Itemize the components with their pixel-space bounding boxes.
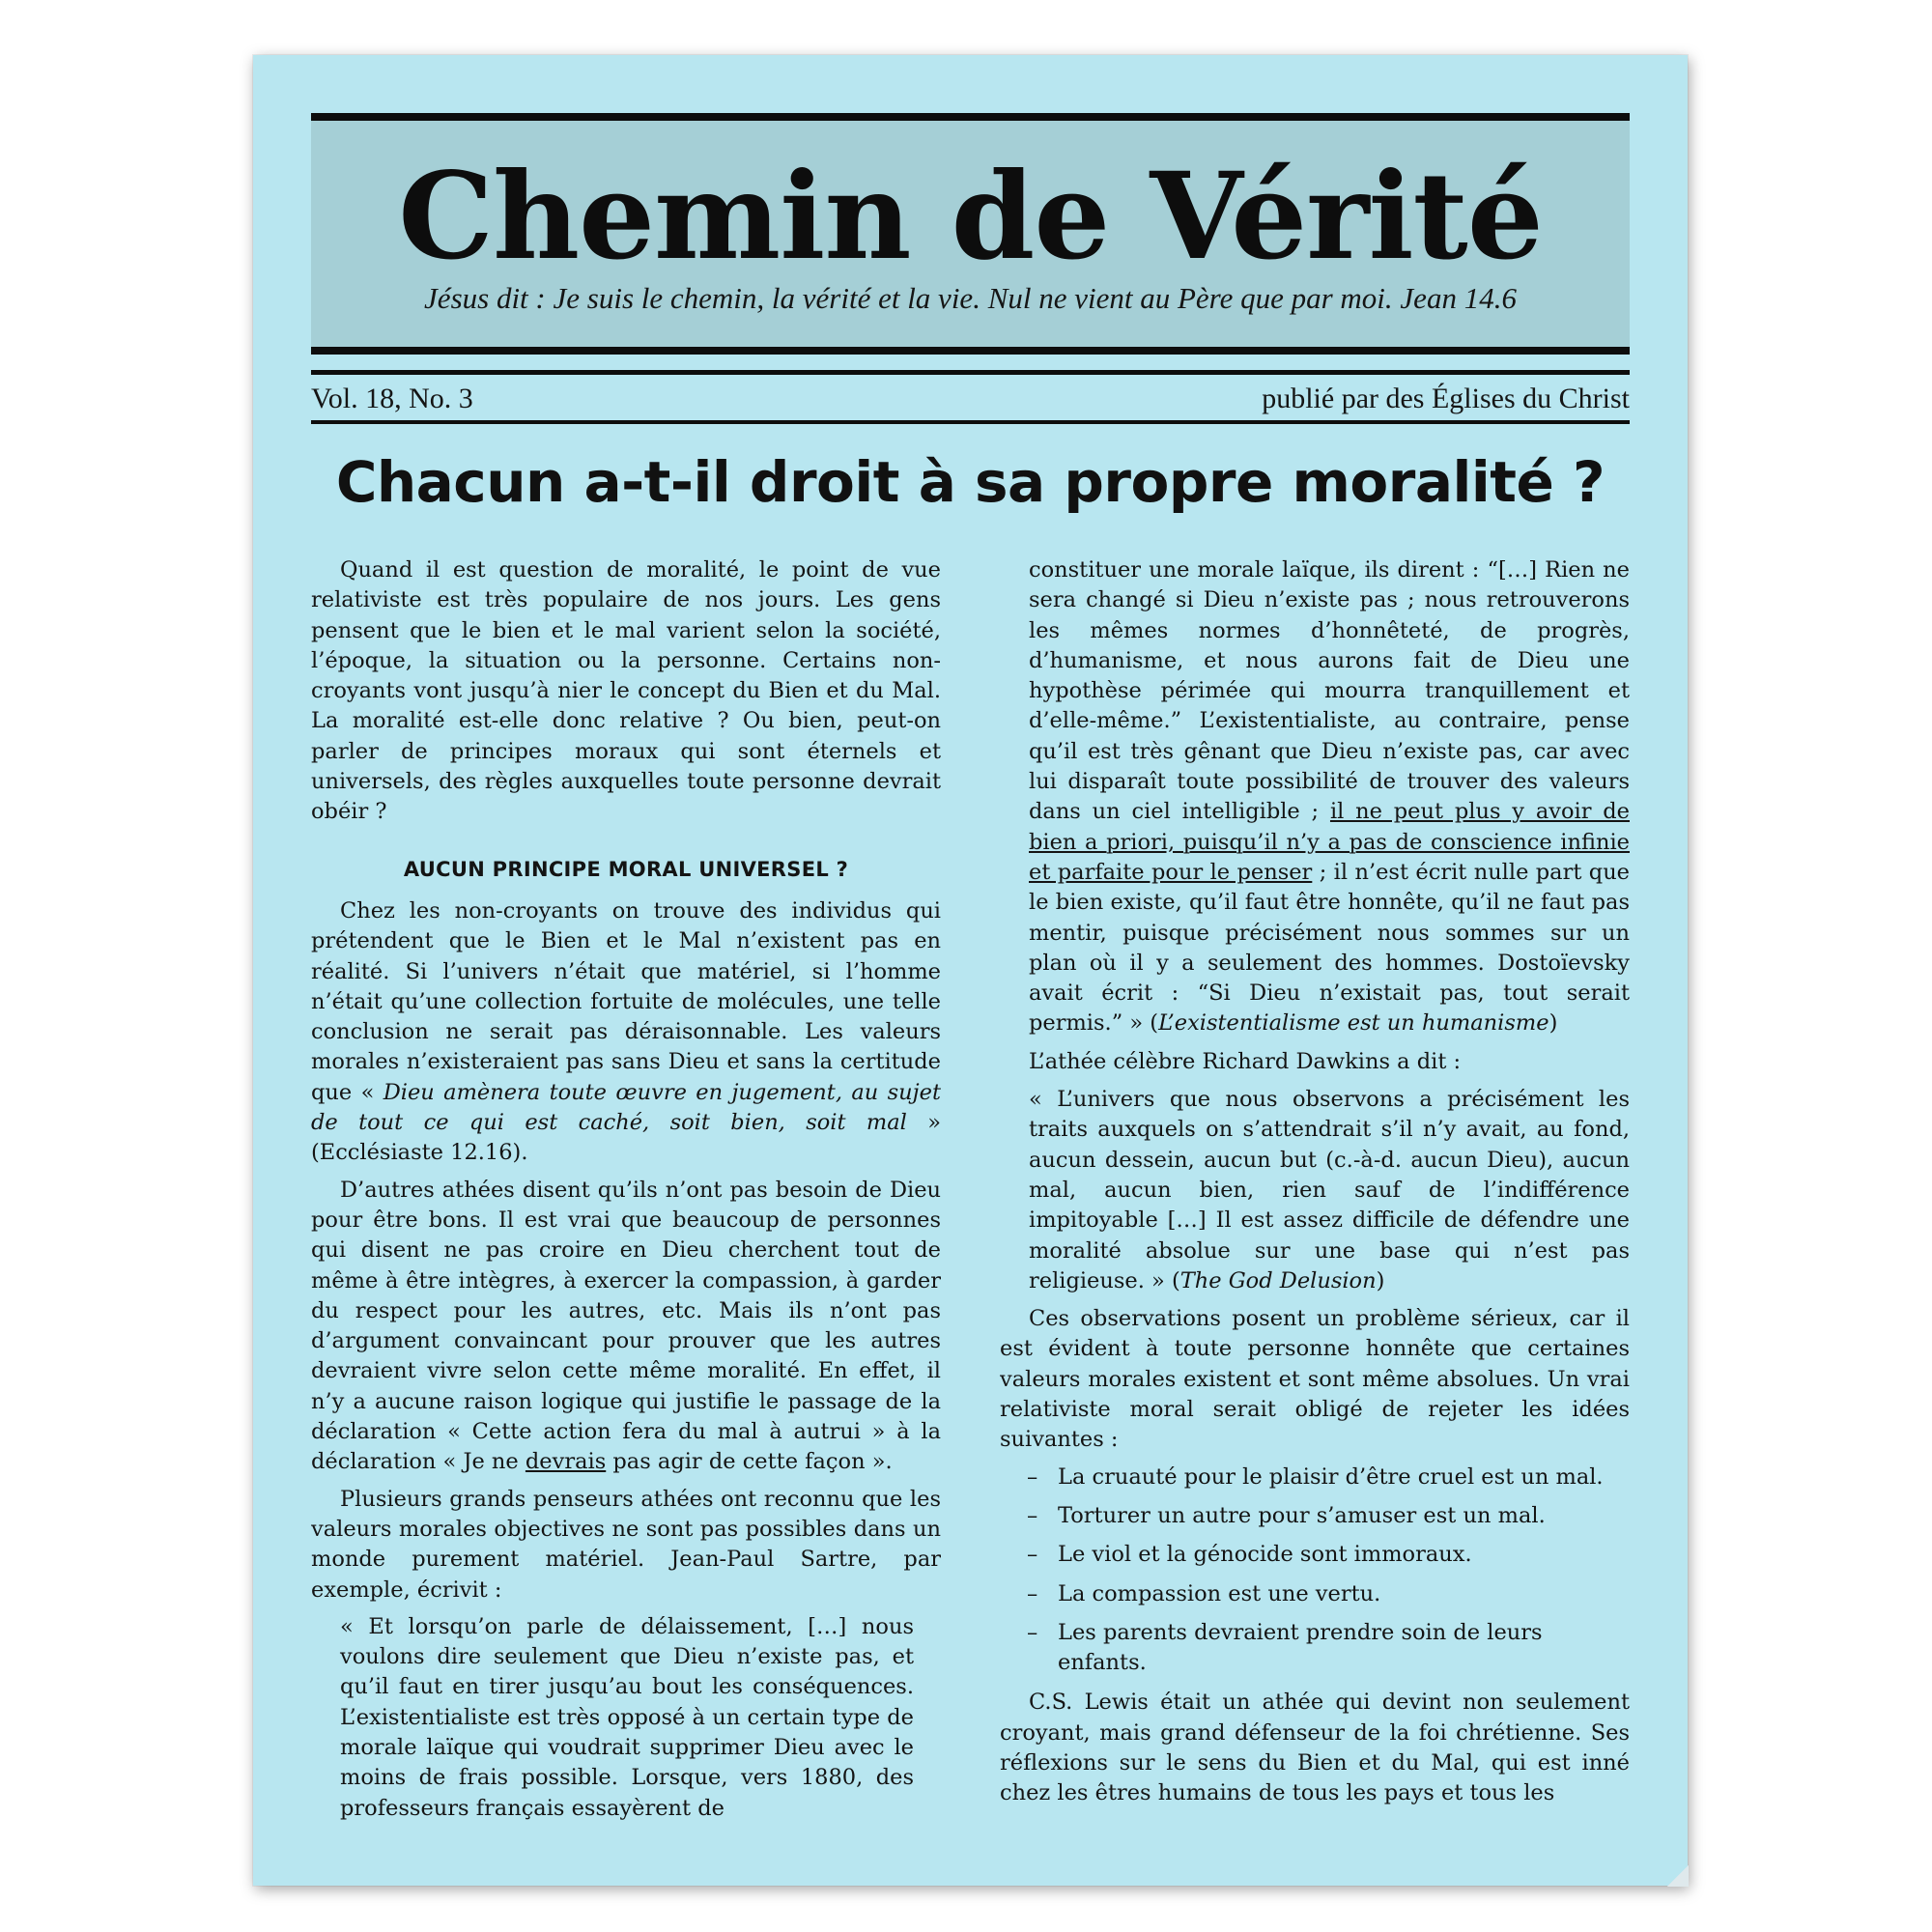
paragraph-other-atheists: D’autres athées disent qu’ils n’ont pas besoin de Dieu pour être bons. Il est vrai que beaucoup de personnes qui disent ne pas croire en Dieu cherchent tout de même à être intègres, à exercer la compassion, à garder du respect pour les autres, etc. Mais ils n’ont pas d’argument convaincant pour prouver que les autres devraient vivre selon cette même moralité. En effet, il n’y a aucune raison logique qui justifie le passage de la déclaration « Cette action fera du mal à autrui » à la déclaration « Je ne devrais pas agir de cette façon ». — [311, 1177, 941, 1475]
paragraph-sartre-intro: Plusieurs grands penseurs athées ont reconnu que les valeurs morales objectives ne sont pas possibles dans un monde purement matériel. Jean-Paul Sartre, par exemple, écrivit : — [311, 1486, 941, 1603]
right-column — [1000, 555, 1630, 1869]
ecclesiastes-quote: Dieu amènera toute œuvre en jugement, au sujet de tout ce qui est caché, soit bien, soit mal — [311, 1079, 941, 1136]
dawkins-quote: « L’univers que nous observons a précisément les traits auxquels on s’attendrait s’il n’y avait, au fond, aucun dessein, aucun but (c.-à-d. aucun Dieu), aucun mal, aucun bien, rien sauf de l’indifférence impitoyable […] Il est assez difficile de défendre une moralité absolue sur une base qui n’est pas religieuse. » (The God Delusion) — [1029, 1087, 1630, 1293]
article-headline: Chacun a-t-il droit à sa propre moralité ? — [335, 449, 1605, 515]
underlined-passage: il ne peut plus y avoir de bien a priori, puisqu’il n’y a pas de conscience infinie et parfaite pour le penser — [1029, 799, 1630, 885]
dawkins-book-title: The God Delusion — [1179, 1267, 1377, 1293]
publisher: publié par des Églises du Christ — [1262, 383, 1630, 414]
paragraph-nonbelievers: Chez les non-croyants on trouve des individus qui prétendent que le Bien et le Mal n’existent pas en réalité. Si l’univers n’était que matériel, si l’homme n’était qu’une collection fortuite de molécules, une telle conclusion ne serait pas déraisonnable. Les valeurs morales n’existeraient pas sans Dieu et sans la certitude que « Dieu amènera toute œuvre en jugement, au sujet de tout ce qui est caché, soit bien, soit mal » (Ecclésiaste 12.16). — [311, 897, 941, 1166]
left-column — [311, 555, 941, 1869]
paragraph-cs-lewis: C.S. Lewis était un athée qui devint non seulement croyant, mais grand défenseur de la foi chrétienne. Ses réflexions sur le sens du Bien et du Mal, qui est inné chez les êtres humains de tous les pays et tous les — [1000, 1690, 1630, 1806]
moral-values-list — [1000, 1463, 1630, 1679]
issue-bar — [311, 370, 1630, 424]
masthead-title: Chemin de Vérité — [398, 147, 1543, 287]
dawkins-intro: L’athée célèbre Richard Dawkins a dit : — [1029, 1048, 1462, 1074]
list-item: – Les parents devraient prendre soin de leurs enfants. — [1000, 1618, 1630, 1679]
list-item: – Le viol et la génocide sont immoraux. — [1000, 1540, 1630, 1570]
masthead — [311, 113, 1630, 355]
sartre-book-title: L’existentialisme est un humanisme — [1158, 1010, 1549, 1037]
newsletter-page — [253, 55, 1688, 1886]
list-item: – Torturer un autre pour s’amuser est un mal. — [1000, 1501, 1630, 1531]
list-item: – La cruauté pour le plaisir d’être cruel est un mal. — [1000, 1463, 1630, 1492]
paragraph-intro: Quand il est question de moralité, le point de vue relativiste est très populaire de nos jours. Les gens pensent que le bien et le mal varient selon la société, l’époque, la situation ou la personne. Certains non-croyants vont jusqu’à nier le concept du Bien et du Mal. La moralité est-elle donc relative ? Ou bien, peut-on parler de principes moraux qui sont éternels et universels, des règles auxquelles toute personne devrait obéir ? — [311, 557, 941, 825]
sartre-quote-continued: constituer une morale laïque, ils dirent : “[…] Rien ne sera changé si Dieu n’existe pas ; nous retrouverons les mêmes normes d’honnêteté, de progrès, d’humanisme, et nous aurons fait de Dieu une hypothèse périmée qui mourra tranquillement et d’elle-même.” L’existentialiste, au contraire, pense qu’il est très gênant que Dieu n’existe pas, car avec lui disparaît toute possibilité de trouver des valeurs dans un ciel intelligible ; il ne peut plus y avoir de bien a priori, puisqu’il n’y a pas de conscience infinie et parfaite pour le penser ; il n’est écrit nulle part que le bien existe, qu’il faut être honnête, qu’il ne faut pas mentir, puisque précisément nous sommes sur un plan où il y a seulement des hommes. Dostoïevsky avait écrit : “Si Dieu n’existait pas, tout serait permis.” » (L’existentialisme est un humanisme) — [1029, 557, 1630, 1037]
underlined-devrais: devrais — [525, 1449, 607, 1475]
masthead-tagline: Jésus dit : Je suis le chemin, la vérité et la vie. Nul ne vient au Père que par moi. Jean 14.6 — [424, 281, 1517, 315]
list-item: – La compassion est une vertu. — [1000, 1579, 1630, 1609]
issue-number: Vol. 18, No. 3 — [311, 383, 473, 414]
section-subheading: AUCUN PRINCIPE MORAL UNIVERSEL ? — [403, 857, 849, 881]
paragraph-observations: Ces observations posent un problème sérieux, car il est évident à toute personne honnête que certaines valeurs morales existent et sont même absolues. Un vrai relativiste moral serait obligé de rejeter les idées suivantes : — [1000, 1306, 1630, 1453]
sartre-quote-start: « Et lorsqu’on parle de délaissement, […] nous voulons dire seulement que Dieu n’existe pas, et qu’il faut en tirer jusqu’au bout les conséquences. L’existentialiste est très opposé à un certain type de morale laïque qui voudrait supprimer Dieu avec le moins de frais possible. Lorsque, vers 1880, des professeurs français essayèrent de — [340, 1613, 914, 1821]
